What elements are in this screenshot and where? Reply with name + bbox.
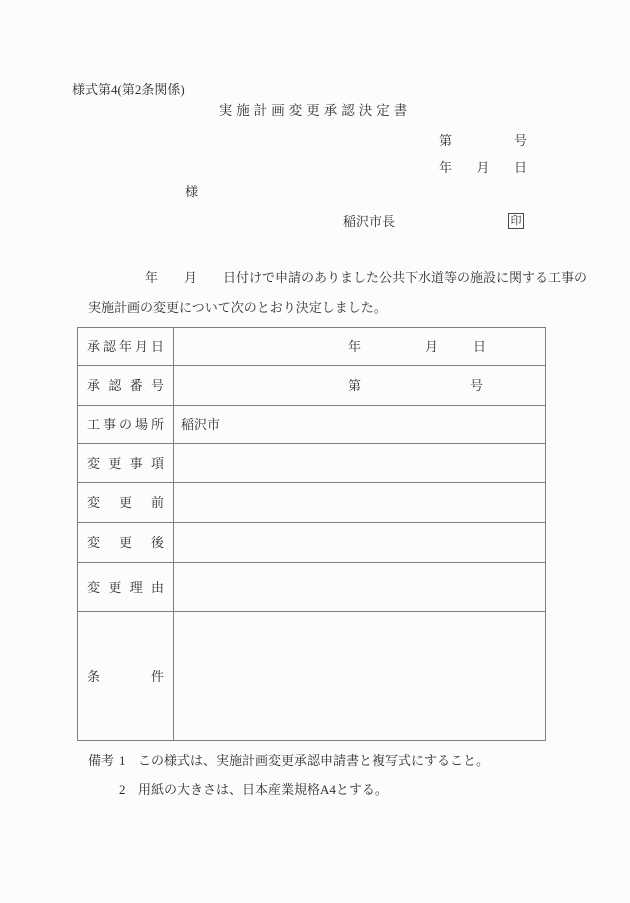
before-change-value bbox=[174, 483, 546, 523]
document-title: 実施計画変更承認決定書 bbox=[218, 103, 412, 118]
remarks-heading-spacer bbox=[88, 783, 119, 801]
conditions-label: 条 件 bbox=[78, 612, 174, 741]
doc-number-suffix: 号 bbox=[513, 133, 527, 148]
construction-location-value: 稲沢市 bbox=[174, 406, 546, 444]
value-number-prefix: 第 bbox=[348, 378, 362, 393]
doc-number-line bbox=[439, 134, 527, 147]
form-number: 様式第4(第2条関係) bbox=[72, 82, 185, 97]
body-text-line-2: 実施計画の変更について次のとおり決定しました。 bbox=[88, 300, 387, 315]
decision-table bbox=[77, 327, 546, 741]
value-month-label: 月 bbox=[425, 339, 439, 354]
date-line bbox=[439, 161, 527, 174]
remarks-heading: 備考 bbox=[88, 753, 115, 768]
value-number-suffix: 号 bbox=[470, 378, 484, 393]
remark-number: 2 bbox=[119, 782, 126, 797]
value-year-label: 年 bbox=[348, 339, 362, 354]
approval-number-value bbox=[174, 366, 546, 406]
remark-text: 用紙の大きさは、日本産業規格A4とする。 bbox=[138, 782, 388, 797]
seal-label: 印 bbox=[510, 214, 522, 227]
remark-item-2 bbox=[88, 783, 489, 801]
table-row-change-items bbox=[78, 444, 546, 483]
table-row-approval-date bbox=[78, 328, 546, 366]
body-text-line-1: 年 月 日付けで申請のありました公共下水道等の施設に関する工事の bbox=[145, 270, 588, 285]
seal-box bbox=[508, 213, 524, 229]
before-change-label: 変 更 前 bbox=[78, 483, 174, 523]
remarks-section bbox=[88, 754, 489, 812]
table-row-after-change bbox=[78, 523, 546, 563]
date-day-label: 日 bbox=[513, 160, 527, 175]
after-change-value bbox=[174, 523, 546, 563]
table-row-change-reason bbox=[78, 563, 546, 612]
table-row-approval-number bbox=[78, 366, 546, 406]
issuer-name: 稲沢市長 bbox=[343, 214, 396, 229]
change-reason-label: 変 更 理 由 bbox=[78, 563, 174, 612]
table-row-before-change bbox=[78, 483, 546, 523]
change-items-label: 変 更 事 項 bbox=[78, 444, 174, 483]
change-reason-value bbox=[174, 563, 546, 612]
approval-date-value bbox=[174, 328, 546, 366]
construction-location-label: 工 事 の 場 所 bbox=[78, 406, 174, 444]
change-items-value bbox=[174, 444, 546, 483]
remark-item-1 bbox=[88, 754, 489, 772]
approval-number-label: 承 認 番 号 bbox=[78, 366, 174, 406]
conditions-value bbox=[174, 612, 546, 741]
remark-text: この様式は、実施計画変更承認申請書と複写式にすること。 bbox=[138, 753, 490, 768]
table-row-conditions bbox=[78, 612, 546, 741]
addressee-honorific: 様 bbox=[185, 184, 199, 199]
date-month-label: 月 bbox=[476, 160, 490, 175]
after-change-label: 変 更 後 bbox=[78, 523, 174, 563]
table-row-construction-location bbox=[78, 406, 546, 444]
doc-number-prefix: 第 bbox=[439, 133, 453, 148]
approval-date-label: 承 認 年 月 日 bbox=[78, 328, 174, 366]
date-year-label: 年 bbox=[439, 160, 453, 175]
value-day-label: 日 bbox=[473, 339, 487, 354]
remark-number: 1 bbox=[119, 753, 126, 768]
